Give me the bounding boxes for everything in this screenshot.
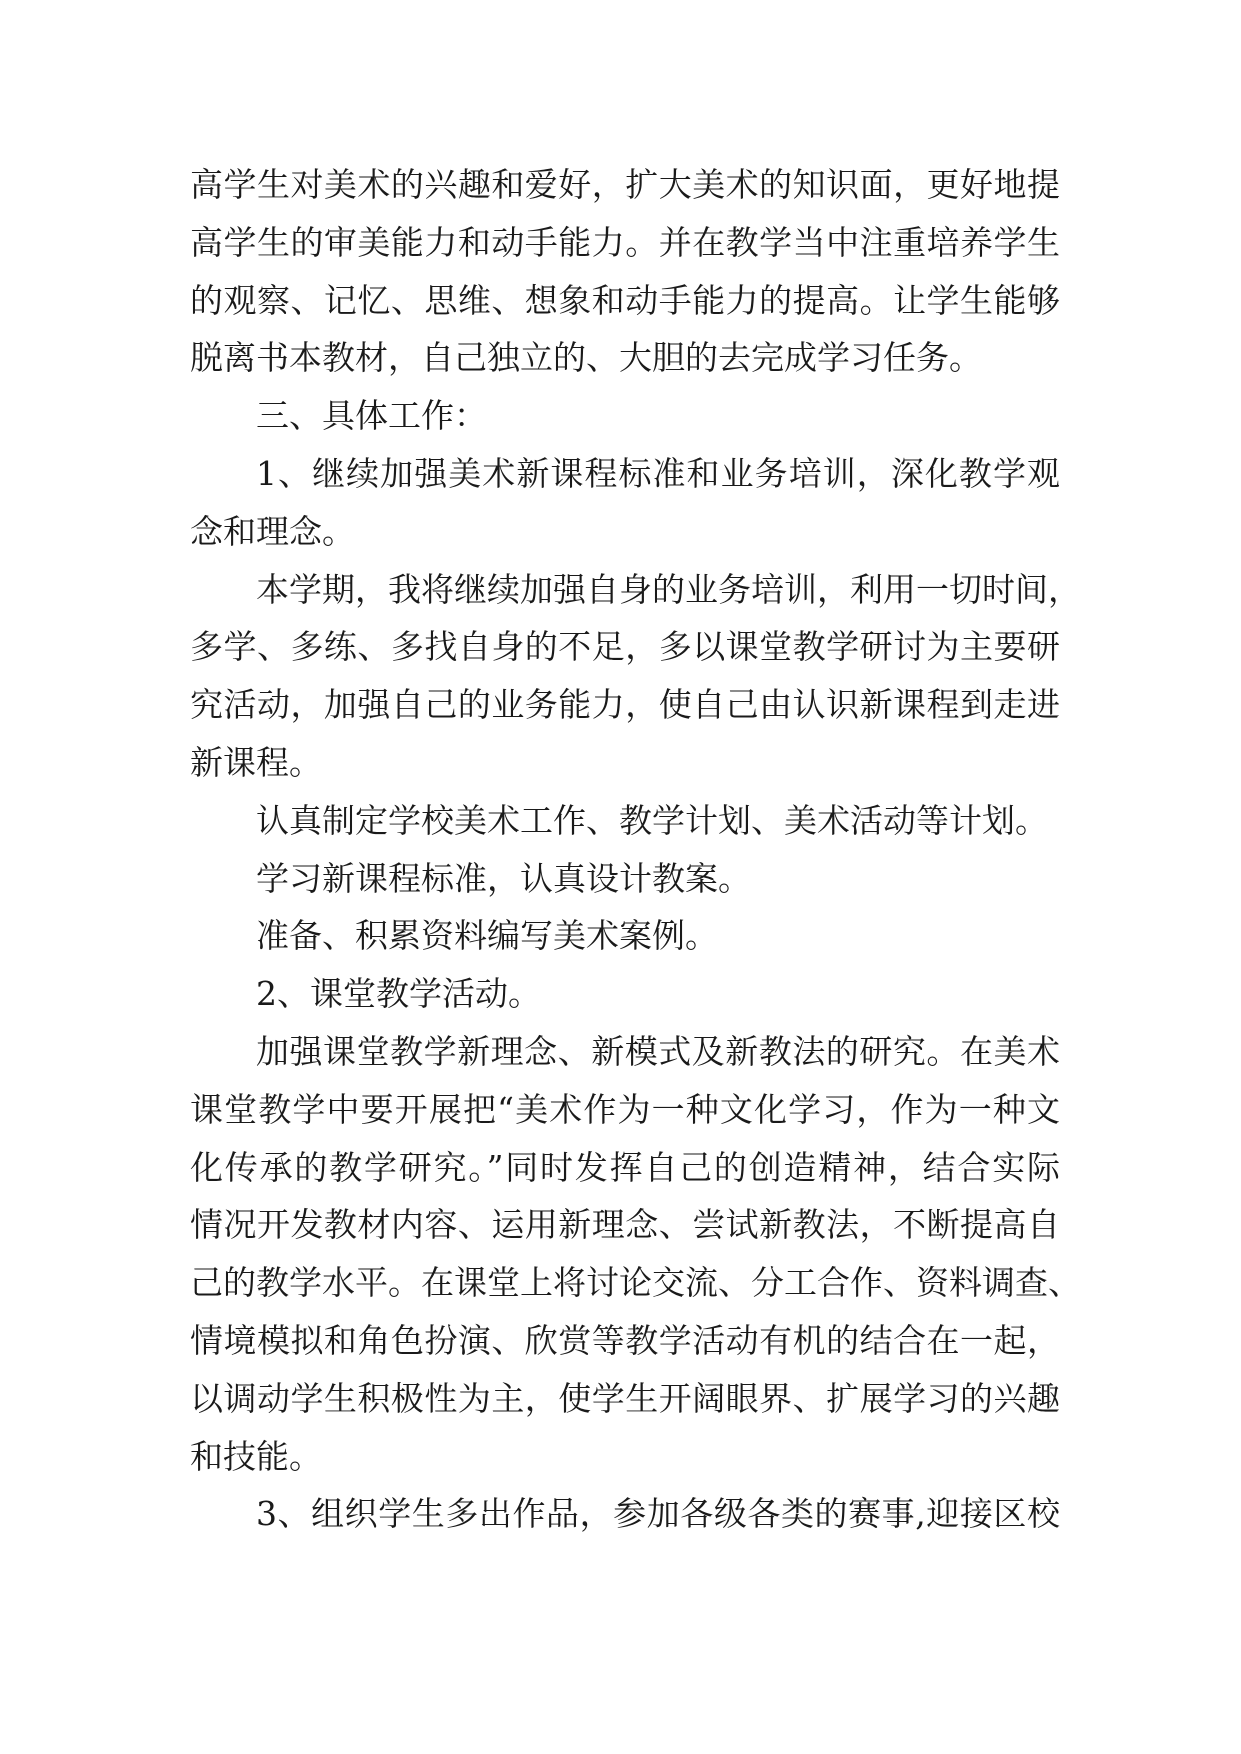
paragraph-line: 情境模拟和角色扮演、欣赏等教学活动有机的结合在一起，: [190, 1320, 1060, 1360]
paragraph-line: 和技能。: [190, 1436, 322, 1476]
paragraph-line: 究活动，加强自己的业务能力，使自己由认识新课程到走进: [190, 685, 1060, 725]
paragraph-line: 化传承的教学研究。”同时发挥自己的创造精神，结合实际: [190, 1147, 1060, 1187]
paragraph-line: 3、组织学生多出作品，参加各级各类的赛事,迎接区校: [256, 1494, 1060, 1534]
paragraph-line: 己的教学水平。在课堂上将讨论交流、分工合作、资料调查、: [190, 1263, 1081, 1303]
paragraph-line: 高学生的审美能力和动手能力。并在教学当中注重培养学生: [190, 222, 1060, 262]
paragraph-line: 高学生对美术的兴趣和爱好，扩大美术的知识面，更好地提: [190, 165, 1060, 204]
paragraph-line: 课堂教学中要开展把“美术作为一种文化学习，作为一种文: [190, 1089, 1060, 1129]
paragraph-line: 情况开发教材内容、运用新理念、尝试新教法，不断提高自: [190, 1205, 1060, 1245]
paragraph-line: 念和理念。: [190, 511, 355, 551]
section-heading: 三、具体工作：: [256, 396, 487, 436]
paragraph-line: 新课程。: [190, 742, 322, 782]
list-item: 准备、积累资料编写美术案例。: [256, 916, 718, 956]
paragraph-line: 本学期，我将继续加强自身的业务培训，利用一切时间，: [256, 569, 1081, 609]
list-item: 学习新课程标准，认真设计教案。: [256, 858, 751, 898]
paragraph-line: 加强课堂教学新理念、新模式及新教法的研究。在美术: [256, 1031, 1060, 1071]
paragraph-line: 1、继续加强美术新课程标准和业务培训，深化教学观: [256, 453, 1060, 493]
paragraph-line: 的观察、记忆、思维、想象和动手能力的提高。让学生能够: [190, 280, 1060, 320]
paragraph-line: 脱离书本教材，自己独立的、大胆的去完成学习任务。: [190, 338, 982, 378]
document-body: [190, 156, 1081, 1543]
list-item: 认真制定学校美术工作、教学计划、美术活动等计划。: [256, 800, 1048, 840]
paragraph-line: 多学、多练、多找自身的不足，多以课堂教学研讨为主要研: [190, 627, 1060, 667]
paragraph-line: 以调动学生积极性为主，使学生开阔眼界、扩展学习的兴趣: [190, 1378, 1060, 1418]
section-heading: 2、课堂教学活动。: [256, 974, 541, 1014]
